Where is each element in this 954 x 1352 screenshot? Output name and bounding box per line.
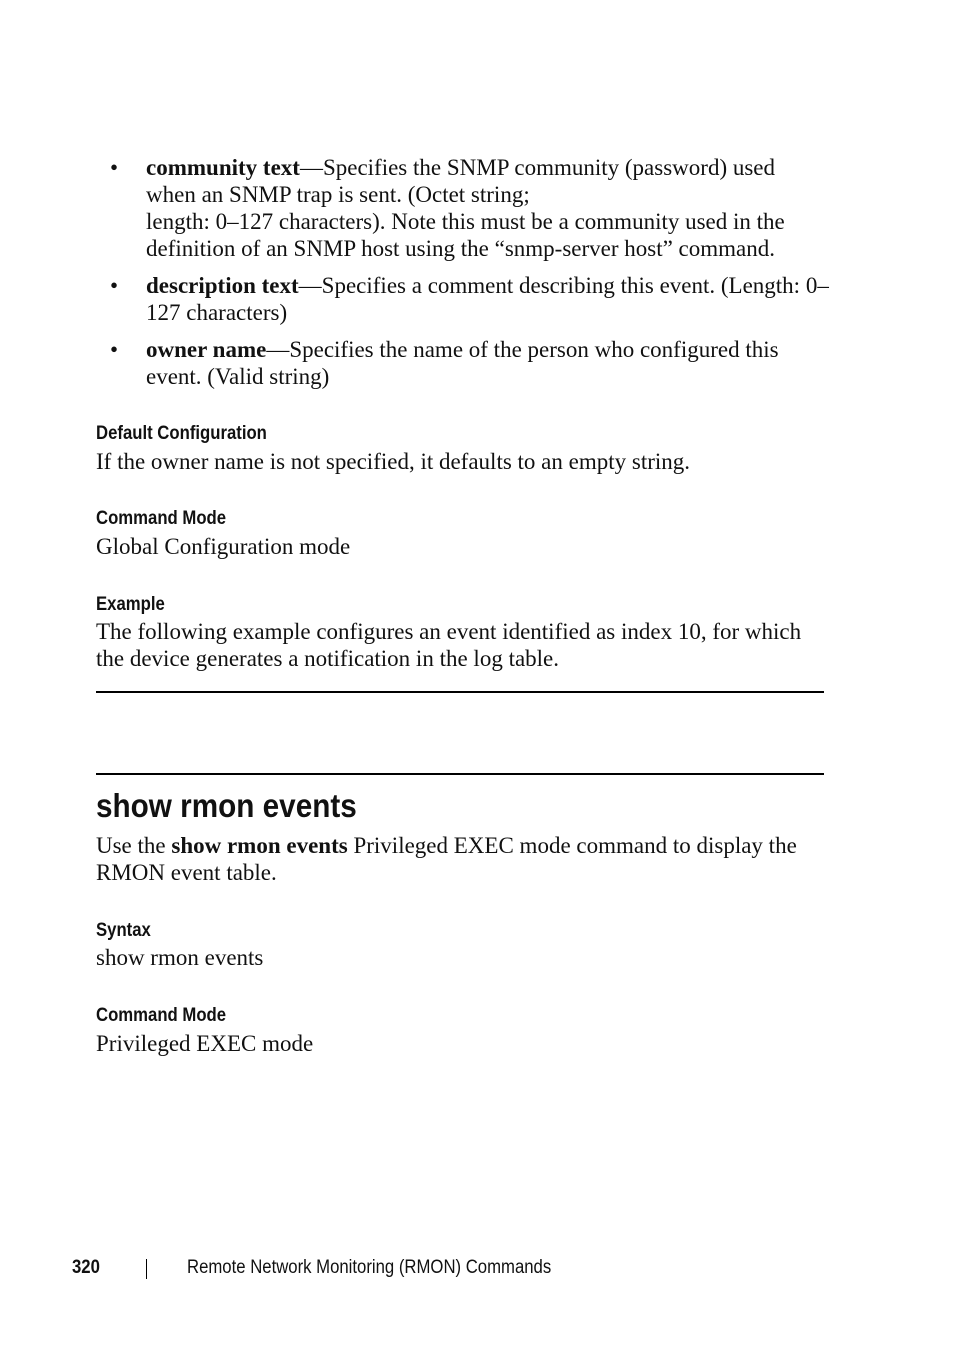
param-description: Specifies a comment describing this event. (Length: 0–127 characters)	[146, 273, 829, 325]
list-item	[110, 336, 830, 390]
intro-text-rest: Privileged EXEC mode command to display the RMON event table.	[96, 833, 797, 885]
param-term: owner name	[146, 337, 267, 362]
command-mode-text-2: Privileged EXEC mode	[96, 1031, 314, 1056]
em-dash: —	[266, 337, 290, 362]
command-mode-text: Global Configuration mode	[96, 534, 351, 559]
command-title: show rmon events	[96, 787, 357, 824]
default-configuration-text: If the owner name is not specified, it defaults to an empty string.	[96, 449, 691, 474]
bullet-glyph: •	[110, 273, 119, 298]
list-item	[110, 272, 830, 326]
bullet-glyph: •	[110, 337, 119, 362]
section-heading-syntax: Syntax	[96, 920, 151, 941]
bullet-glyph: •	[110, 155, 119, 180]
list-item	[110, 154, 830, 262]
section-heading-command-mode: Command Mode	[96, 508, 227, 529]
param-term: description text	[146, 273, 299, 298]
footer-separator	[146, 1259, 147, 1279]
param-term: community text	[146, 155, 300, 180]
section-heading-default-configuration: Default Configuration	[96, 423, 267, 444]
footer-chapter-title: Remote Network Monitoring (RMON) Commands	[187, 1257, 552, 1278]
param-description: Specifies the name of the person who configured this event. (Valid string)	[146, 337, 779, 389]
section-heading-command-mode-2: Command Mode	[96, 1005, 227, 1026]
syntax-text: show rmon events	[96, 945, 264, 970]
section-end-rule	[96, 691, 824, 693]
param-description-cont: length: 0–127 characters). Note this must be a community used in the definition of an SNMP host using the “snmp-server host” command.	[146, 209, 785, 261]
em-dash: —	[299, 155, 323, 180]
param-description: Specifies the SNMP community (password) used when an SNMP trap is sent. (Octet string;	[146, 155, 776, 207]
command-intro	[96, 832, 826, 886]
section-start-rule	[96, 773, 824, 775]
intro-command-name: show rmon events	[171, 833, 348, 858]
example-text: The following example configures an event identified as index 10, for which the device generates a notification in the log table.	[96, 619, 802, 671]
page-number: 320	[72, 1257, 100, 1278]
em-dash: —	[298, 273, 322, 298]
section-heading-example: Example	[96, 594, 165, 615]
intro-text: Use the	[96, 833, 172, 858]
